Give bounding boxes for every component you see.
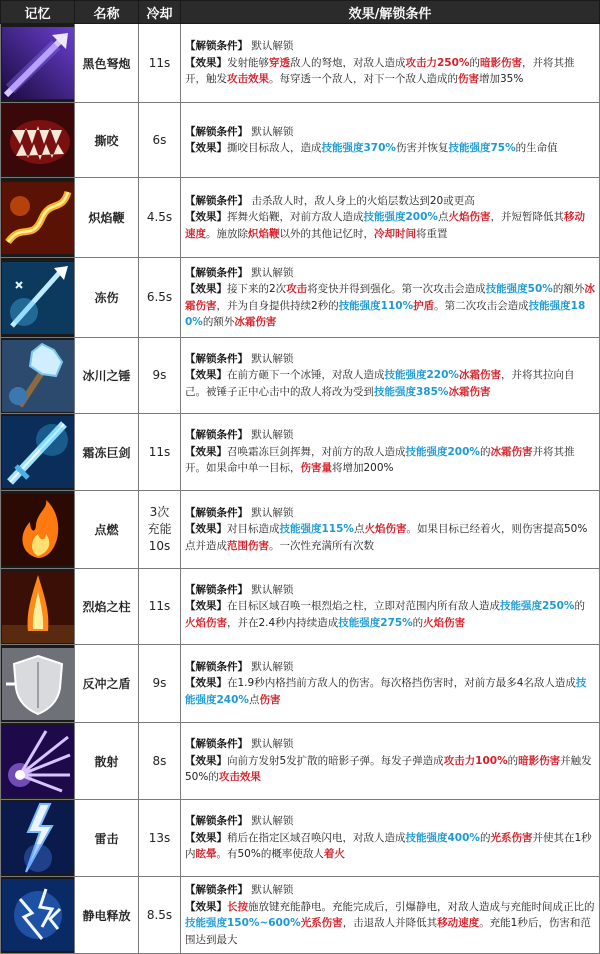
scatter-shot-icon	[2, 725, 74, 797]
effect-highlight: 光系伤害	[300, 917, 343, 929]
effect-segment: 召唤霜冻巨剑挥舞，对前方的敌人造成	[227, 445, 406, 458]
effect-highlight: 火焰伤害	[423, 616, 466, 629]
effect-text	[185, 675, 595, 708]
effect-highlight: 技能强度250%	[500, 600, 575, 613]
unlock-text: 默认解锁	[248, 40, 294, 53]
cooldown-value: 6s	[152, 132, 167, 147]
effect-highlight: 技能强度240%	[185, 677, 587, 706]
cooldown-cell	[139, 338, 181, 414]
lightning-strike-icon	[2, 802, 74, 874]
effect-highlight: 技能强度370%	[321, 142, 396, 154]
unlock-label: 【解锁条件】	[185, 506, 248, 519]
effect-label: 【效果】	[185, 600, 227, 613]
cooldown-cell	[139, 877, 181, 954]
static-discharge-icon	[2, 879, 74, 951]
effect-segment: 的	[479, 831, 491, 844]
effect-segment: 将变快并得到强化。第一次攻击会造成	[307, 283, 486, 295]
cooldown-value: 4.5s	[146, 210, 173, 224]
effect-highlight: 技能强度275%	[338, 616, 413, 629]
cooldown-cell	[139, 414, 181, 491]
effect-segment: 伤害并恢复	[395, 142, 449, 154]
cooldown-value: 3次	[149, 505, 170, 519]
effect-segment: 在前方砸下一个冰锤，对敌人造成	[227, 369, 385, 382]
effect-highlight: 伤害	[458, 73, 479, 86]
table-body	[1, 24, 600, 954]
shadow-crossbow-icon	[2, 27, 74, 99]
cooldown-cell	[139, 103, 181, 178]
header-cooldown: 冷却	[139, 1, 181, 24]
effect-segment: 在1.9秒内格挡前方敌人的伤害。每次格挡伤害时，对前方最多4名敌人造成	[227, 677, 576, 690]
table-row	[1, 338, 600, 414]
memory-icon-cell	[1, 24, 75, 103]
effect-segment: 发射能够	[227, 56, 269, 69]
skill-name: 撕咬	[75, 103, 139, 178]
memory-icon-cell	[1, 877, 75, 954]
effect-highlight: 火焰伤害	[364, 523, 407, 536]
memory-icon-cell	[1, 569, 75, 645]
unlock-label: 【解锁条件】	[185, 40, 248, 53]
header-effect: 效果/解锁条件	[181, 1, 600, 24]
effect-highlight: 范围伤害	[227, 539, 269, 552]
unlock-label: 【解锁条件】	[185, 815, 248, 828]
effect-label: 【效果】	[185, 831, 227, 844]
skill-name: 雷击	[75, 800, 139, 877]
effect-segment: 以外的其他记忆时，	[279, 227, 374, 240]
cooldown-value: 8s	[152, 753, 167, 768]
effect-highlight: 炽焰鞭	[248, 227, 280, 240]
effect-segment: ，并在2.4秒内持续造成	[227, 616, 339, 629]
table-row	[1, 723, 600, 800]
effect-segment: 点	[353, 523, 365, 536]
effect-segment: 的	[507, 754, 519, 767]
effect-segment: 。充能1秒后，伤害和范围达到最大	[185, 917, 591, 946]
skill-name: 静电释放	[75, 877, 139, 954]
unlock-condition	[185, 124, 595, 141]
unlock-text: 默认解锁	[248, 815, 294, 828]
effect-cell	[181, 178, 600, 258]
table-row	[1, 258, 600, 338]
effect-segment: ，并为自身提供持续2秒的	[216, 299, 339, 312]
effect-cell	[181, 569, 600, 645]
unlock-condition	[185, 193, 595, 210]
effect-label: 【效果】	[185, 142, 227, 154]
effect-highlight: 冰霜伤害	[185, 283, 595, 312]
effect-cell	[181, 258, 600, 338]
effect-highlight: 技能强度180%	[185, 299, 586, 328]
effect-text	[185, 209, 595, 242]
effect-highlight: 眩晕	[195, 848, 217, 861]
effect-highlight: 火焰伤害	[448, 211, 491, 224]
effect-segment: 点	[248, 693, 260, 706]
effect-segment: 的	[574, 600, 585, 613]
unlock-condition	[185, 505, 595, 522]
effect-segment: 敌人的弩炮，对敌人造成	[290, 56, 406, 69]
unlock-text: 默认解锁	[248, 125, 294, 138]
unlock-condition	[185, 813, 595, 830]
effect-segment: 并使其在1秒内	[185, 831, 592, 861]
table-row	[1, 414, 600, 491]
skill-name: 烈焰之柱	[75, 569, 139, 645]
effect-highlight: 技能强度385%	[374, 385, 449, 398]
unlock-label: 【解锁条件】	[185, 125, 248, 138]
cooldown-value: 充能	[147, 522, 172, 536]
effect-label: 【效果】	[185, 283, 227, 295]
unlock-label: 【解锁条件】	[185, 583, 248, 596]
skill-name: 炽焰鞭	[75, 178, 139, 258]
effect-highlight: 移动速度	[437, 917, 480, 929]
table-header-row	[1, 1, 600, 24]
effect-segment: 稍后在指定区域召唤闪电，对敌人造成	[227, 831, 406, 844]
effect-highlight: 冰霜伤害	[458, 369, 501, 382]
effect-segment: 将重置	[416, 227, 448, 240]
unlock-condition	[185, 265, 595, 282]
effect-highlight: 暗影伤害	[479, 56, 522, 69]
cooldown-value: 8.5s	[146, 907, 173, 922]
memory-icon-cell	[1, 258, 75, 338]
effect-highlight: 技能强度200%	[363, 211, 438, 224]
table-row	[1, 491, 600, 569]
effect-segment: 。施放除	[206, 227, 248, 240]
effect-label: 【效果】	[185, 754, 227, 767]
skill-name: 反冲之盾	[75, 645, 139, 723]
effect-segment: 并触发50%的	[185, 754, 592, 784]
cooldown-value: 9s	[152, 368, 167, 382]
cooldown-value: 10s	[148, 539, 171, 553]
effect-text	[185, 899, 595, 949]
cooldown-cell	[139, 800, 181, 877]
memory-icon-cell	[1, 800, 75, 877]
effect-cell	[181, 723, 600, 800]
memory-icon-cell	[1, 178, 75, 258]
unlock-condition	[185, 582, 595, 599]
unlock-condition	[185, 736, 595, 753]
effect-cell	[181, 103, 600, 178]
effect-cell	[181, 877, 600, 954]
effect-highlight: 攻击效果	[227, 73, 269, 86]
header-memory: 记忆	[1, 1, 75, 24]
effect-segment: 向前方发射5发扩散的暗影子弹。每发子弹造成	[227, 754, 444, 767]
unlock-condition	[185, 882, 595, 899]
effect-label: 【效果】	[185, 523, 227, 536]
effect-highlight: 攻击	[286, 283, 308, 295]
effect-highlight: 伤害	[259, 693, 281, 706]
effect-text	[185, 521, 595, 554]
unlock-label: 【解锁条件】	[185, 660, 248, 673]
table-row	[1, 24, 600, 103]
effect-label: 【效果】	[185, 211, 227, 224]
effect-segment: ，并短暂降低其	[490, 211, 564, 224]
effect-text	[185, 367, 595, 400]
effect-cell	[181, 645, 600, 723]
skill-name: 散射	[75, 723, 139, 800]
effect-segment: ，并将其拉向自己。被锤子正中心击中的敌人将改为受到	[185, 369, 575, 398]
memory-icon-cell	[1, 414, 75, 491]
effect-cell	[181, 414, 600, 491]
effect-highlight: 技能强度220%	[384, 369, 459, 382]
table-row	[1, 645, 600, 723]
unlock-condition	[185, 38, 595, 55]
unlock-text: 默认解锁	[248, 266, 294, 279]
effect-text	[185, 281, 595, 331]
effect-label: 【效果】	[185, 56, 227, 69]
effect-segment: 撕咬目标敌人，造成	[227, 142, 322, 154]
skill-name: 黑色弩炮	[75, 24, 139, 103]
effect-highlight: 穿透	[269, 56, 290, 69]
effect-text	[185, 444, 595, 477]
effect-highlight: 光系伤害	[490, 831, 533, 844]
effect-highlight: 冰霜伤害	[234, 316, 277, 328]
effect-segment: 的额外	[552, 283, 585, 295]
effect-segment: 接下来的2次	[227, 283, 287, 295]
unlock-label: 【解锁条件】	[185, 738, 248, 751]
effect-highlight: 着火	[323, 848, 345, 861]
unlock-label: 【解锁条件】	[185, 194, 248, 207]
cooldown-value: 9s	[152, 676, 167, 690]
table-row	[1, 103, 600, 178]
effect-segment: 。有50%的概率使敌人	[216, 848, 324, 861]
effect-highlight: 攻击效果	[218, 771, 261, 784]
unlock-text: 默认解锁	[248, 352, 294, 365]
effect-text	[185, 140, 595, 157]
effect-highlight: 技能强度75%	[448, 142, 516, 154]
memory-icon-cell	[1, 338, 75, 414]
effect-highlight: 伤害量	[300, 462, 332, 475]
unlock-condition	[185, 351, 595, 368]
effect-label: 【效果】	[185, 445, 227, 458]
effect-segment: 的额外	[202, 316, 235, 328]
effect-highlight: 技能强度200%	[405, 445, 480, 458]
skill-name: 冻伤	[75, 258, 139, 338]
effect-segment: 将增加200%	[332, 462, 394, 475]
frost-greatsword-icon	[2, 416, 74, 488]
unlock-label: 【解锁条件】	[185, 266, 248, 279]
effect-label: 【效果】	[185, 900, 227, 913]
effect-cell	[181, 338, 600, 414]
cooldown-value: 11s	[148, 599, 171, 613]
effect-highlight: 长按	[227, 900, 248, 913]
effect-segment: 对目标造成	[227, 523, 280, 536]
unlock-label: 【解锁条件】	[185, 884, 248, 896]
cooldown-cell	[139, 258, 181, 338]
cooldown-cell	[139, 569, 181, 645]
effect-label: 【效果】	[185, 677, 227, 690]
cooldown-value: 11s	[148, 55, 171, 70]
table-row	[1, 569, 600, 645]
header-name: 名称	[75, 1, 139, 24]
effect-segment: ，并将其推开，触发	[185, 56, 575, 86]
effect-highlight: 技能强度400%	[405, 831, 480, 844]
bite-icon	[2, 104, 74, 176]
effect-segment: 的	[479, 445, 491, 458]
effect-cell	[181, 491, 600, 569]
table-row	[1, 800, 600, 877]
flame-pillar-icon	[2, 571, 74, 643]
unlock-label: 【解锁条件】	[185, 429, 248, 442]
unlock-text: 默认解锁	[248, 884, 294, 896]
effect-highlight: 技能强度115%	[279, 523, 354, 536]
cooldown-cell	[139, 178, 181, 258]
effect-segment: 的	[469, 56, 480, 69]
unlock-text: 默认解锁	[248, 429, 294, 442]
effect-highlight: 冰霜伤害	[490, 445, 533, 458]
effect-text	[185, 753, 595, 786]
unlock-text: 默认解锁	[248, 660, 294, 673]
unlock-text: 默认解锁	[248, 506, 294, 519]
skill-name: 点燃	[75, 491, 139, 569]
effect-label: 【效果】	[185, 369, 227, 382]
effect-segment: 点	[437, 211, 449, 224]
effect-segment: 并将其推开。如果命中单一目标，	[185, 445, 575, 475]
cooldown-cell	[139, 645, 181, 723]
reflect-shield-icon	[2, 648, 74, 720]
cooldown-value: 6.5s	[146, 290, 173, 304]
effect-text	[185, 598, 595, 631]
unlock-text: 默认解锁	[248, 738, 294, 751]
effect-cell	[181, 24, 600, 103]
effect-highlight: 冰霜伤害	[448, 385, 491, 398]
effect-segment: 在目标区域召唤一根烈焰之柱，立即对范围内所有敌人造成	[227, 600, 500, 613]
memory-icon-cell	[1, 723, 75, 800]
effect-text	[185, 830, 595, 863]
effect-highlight: 技能强度150%~600%	[185, 917, 301, 929]
skill-name: 冰川之锤	[75, 338, 139, 414]
effect-highlight: 火焰伤害	[185, 616, 227, 629]
effect-highlight: 移动速度	[185, 211, 585, 240]
effect-highlight: 冷却时间	[374, 227, 416, 240]
unlock-condition	[185, 427, 595, 444]
cooldown-value: 11s	[148, 444, 171, 459]
table-row	[1, 178, 600, 258]
cooldown-value: 13s	[148, 830, 171, 845]
effect-segment: 。如果目标已经着火，则伤害提高50%点并造成	[185, 523, 588, 552]
effect-highlight: 攻击力250%	[405, 56, 470, 69]
effect-segment: 。一次性充满所有次数	[269, 539, 374, 552]
skill-name: 霜冻巨剑	[75, 414, 139, 491]
memory-icon-cell	[1, 491, 75, 569]
unlock-text: 击杀敌人时，敌人身上的火焰层数达到20或更高	[248, 194, 475, 207]
effect-text	[185, 55, 595, 88]
flame-whip-icon	[2, 182, 74, 254]
cooldown-cell	[139, 24, 181, 103]
memory-icon-cell	[1, 103, 75, 178]
unlock-condition	[185, 659, 595, 676]
unlock-text: 默认解锁	[248, 583, 294, 596]
effect-highlight: 护盾	[413, 299, 435, 312]
effect-highlight: 技能强度110%	[338, 299, 414, 312]
unlock-label: 【解锁条件】	[185, 352, 248, 365]
effect-segment: ，击退敌人并降低其	[342, 917, 438, 929]
effect-segment: 。每穿透一个敌人，对下一个敌人造成的	[269, 73, 458, 86]
effect-highlight: 暗影伤害	[518, 754, 561, 767]
effect-segment: 的生命值	[515, 142, 558, 154]
glacier-hammer-icon	[2, 340, 74, 412]
effect-segment: 。第二次攻击会造成	[434, 299, 529, 312]
ignite-icon	[2, 494, 74, 566]
frostbite-icon	[2, 262, 74, 334]
effect-cell	[181, 800, 600, 877]
effect-highlight: 攻击力100%	[443, 754, 508, 767]
table-row	[1, 877, 600, 954]
cooldown-cell	[139, 491, 181, 569]
effect-highlight: 技能强度50%	[485, 283, 553, 295]
cooldown-cell	[139, 723, 181, 800]
memory-icon-cell	[1, 645, 75, 723]
effect-segment: 挥舞火焰鞭，对前方敌人造成	[227, 211, 364, 224]
effect-segment: 增加35%	[479, 73, 524, 86]
effect-segment: 施放键充能静电。充能完成后，引爆静电，对敌人造成与充能时间成正比的	[248, 900, 595, 913]
effect-segment: 的	[412, 616, 424, 629]
